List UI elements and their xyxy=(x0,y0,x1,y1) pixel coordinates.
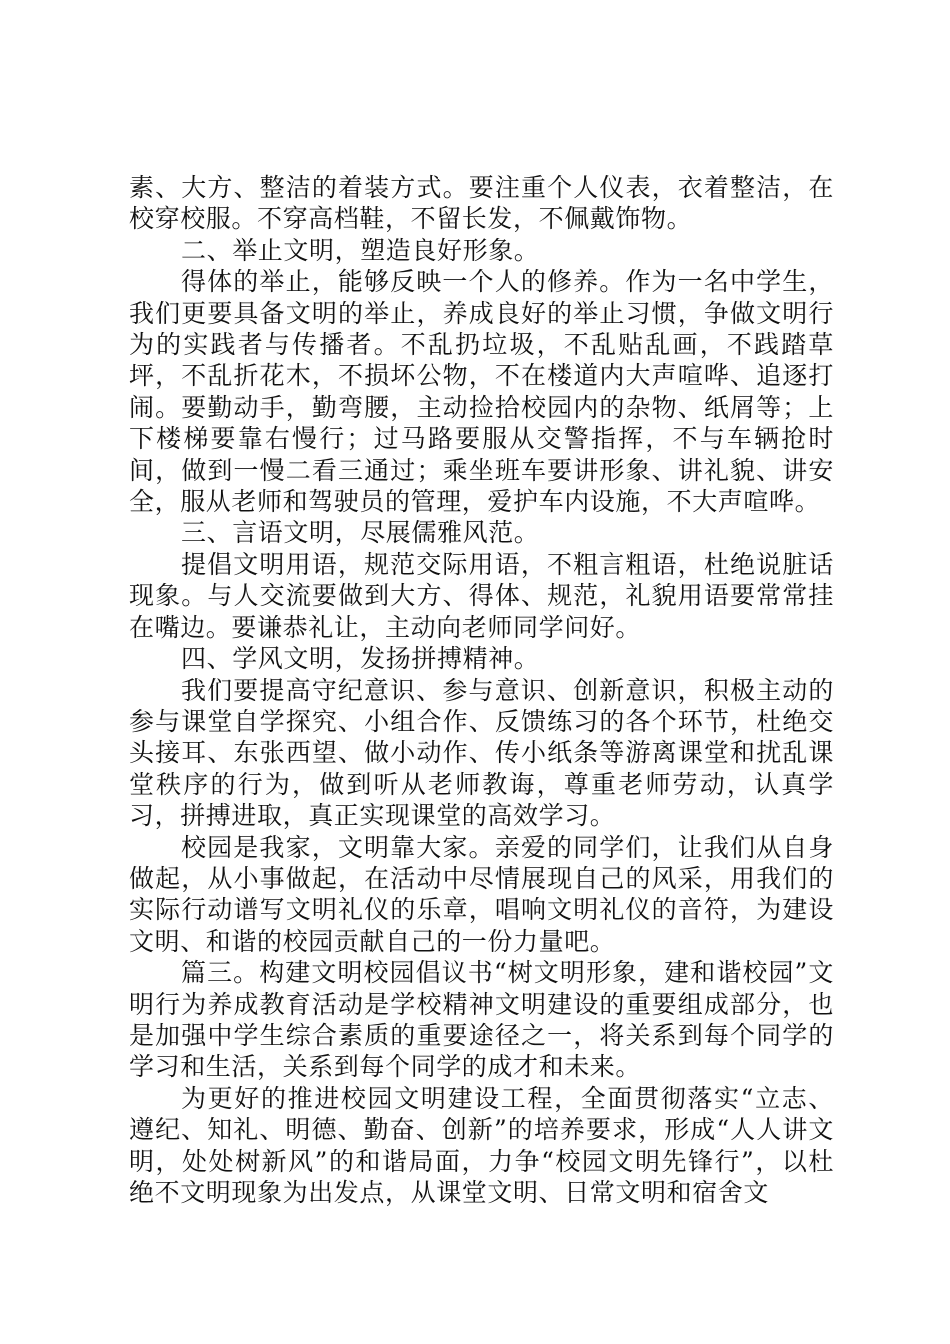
paragraph-speech: 提倡文明用语，规范交际用语，不粗言粗语，杜绝说脏话现象。与人交流要做到大方、得体、规范，礼貌用语要常常挂在嘴边。要谦恭礼让，主动向老师同学问好。 xyxy=(129,549,834,642)
paragraph-attire: 素、大方、整洁的着装方式。要注重个人仪表，衣着整洁，在校穿校服。不穿高档鞋，不留长发，不佩戴饰物。 xyxy=(129,173,834,234)
heading-speech: 三、言语文明，尽展儒雅风范。 xyxy=(181,518,540,548)
paragraph-part-three: 篇三。构建文明校园倡议书“树文明形象，建和谐校园”文明行为养成教育活动是学校精神文明建设的重要组成部分，也是加强中学生综合素质的重要途径之一，将关系到每个同学的学习和生活，关系到每个同学的成才和未来。 xyxy=(129,958,834,1082)
paragraph-behavior: 得体的举止，能够反映一个人的修养。作为一名中学生，我们更要具备文明的举止，养成良好的举止习惯，争做文明行为的实践者与传播者。不乱扔垃圾，不乱贴乱画，不践踏草坪，不乱折花木，不损坏公物，不在楼道内大声喧哗、追逐打闹。要勤动手，勤弯腰，主动捡拾校园内的杂物、纸屑等；上下楼梯要靠右慢行；过马路要服从交警指挥，不与车辆抢时间，做到一慢二看三通过；乘坐班车要讲形象、讲礼貌、讲安全，服从老师和驾驶员的管理，爱护车内设施，不大声喧哗。 xyxy=(129,267,834,517)
heading-study: 四、学风文明，发扬拼搏精神。 xyxy=(181,644,540,674)
paragraph-closing: 校园是我家，文明靠大家。亲爱的同学们，让我们从自身做起，从小事做起，在活动中尽情展现自己的风采，用我们的实际行动谱写文明礼仪的乐章，唱响文明礼仪的音符，为建设文明、和谐的校园贡献自己的一份力量吧。 xyxy=(129,832,834,956)
paragraph-study: 我们要提高守纪意识、参与意识、创新意识，积极主动的参与课堂自学探究、小组合作、反馈练习的各个环节，杜绝交头接耳、东张西望、做小动作、传小纸条等游离课堂和扰乱课堂秩序的行为，做到听从老师教诲，尊重老师劳动，认真学习，拼搏进取，真正实现课堂的高效学习。 xyxy=(129,675,834,831)
heading-behavior: 二、举止文明，塑造良好形象。 xyxy=(181,235,540,265)
document-body xyxy=(129,172,834,1208)
paragraph-promotion: 为更好的推进校园文明建设工程，全面贯彻落实“立志、遵纪、知礼、明德、勤奋、创新”的培养要求，形成“人人讲文明，处处树新风”的和谐局面，力争“校园文明先锋行”，以杜绝不文明现象为出发点，从课堂文明、日常文明和宿舍文 xyxy=(129,1083,834,1207)
